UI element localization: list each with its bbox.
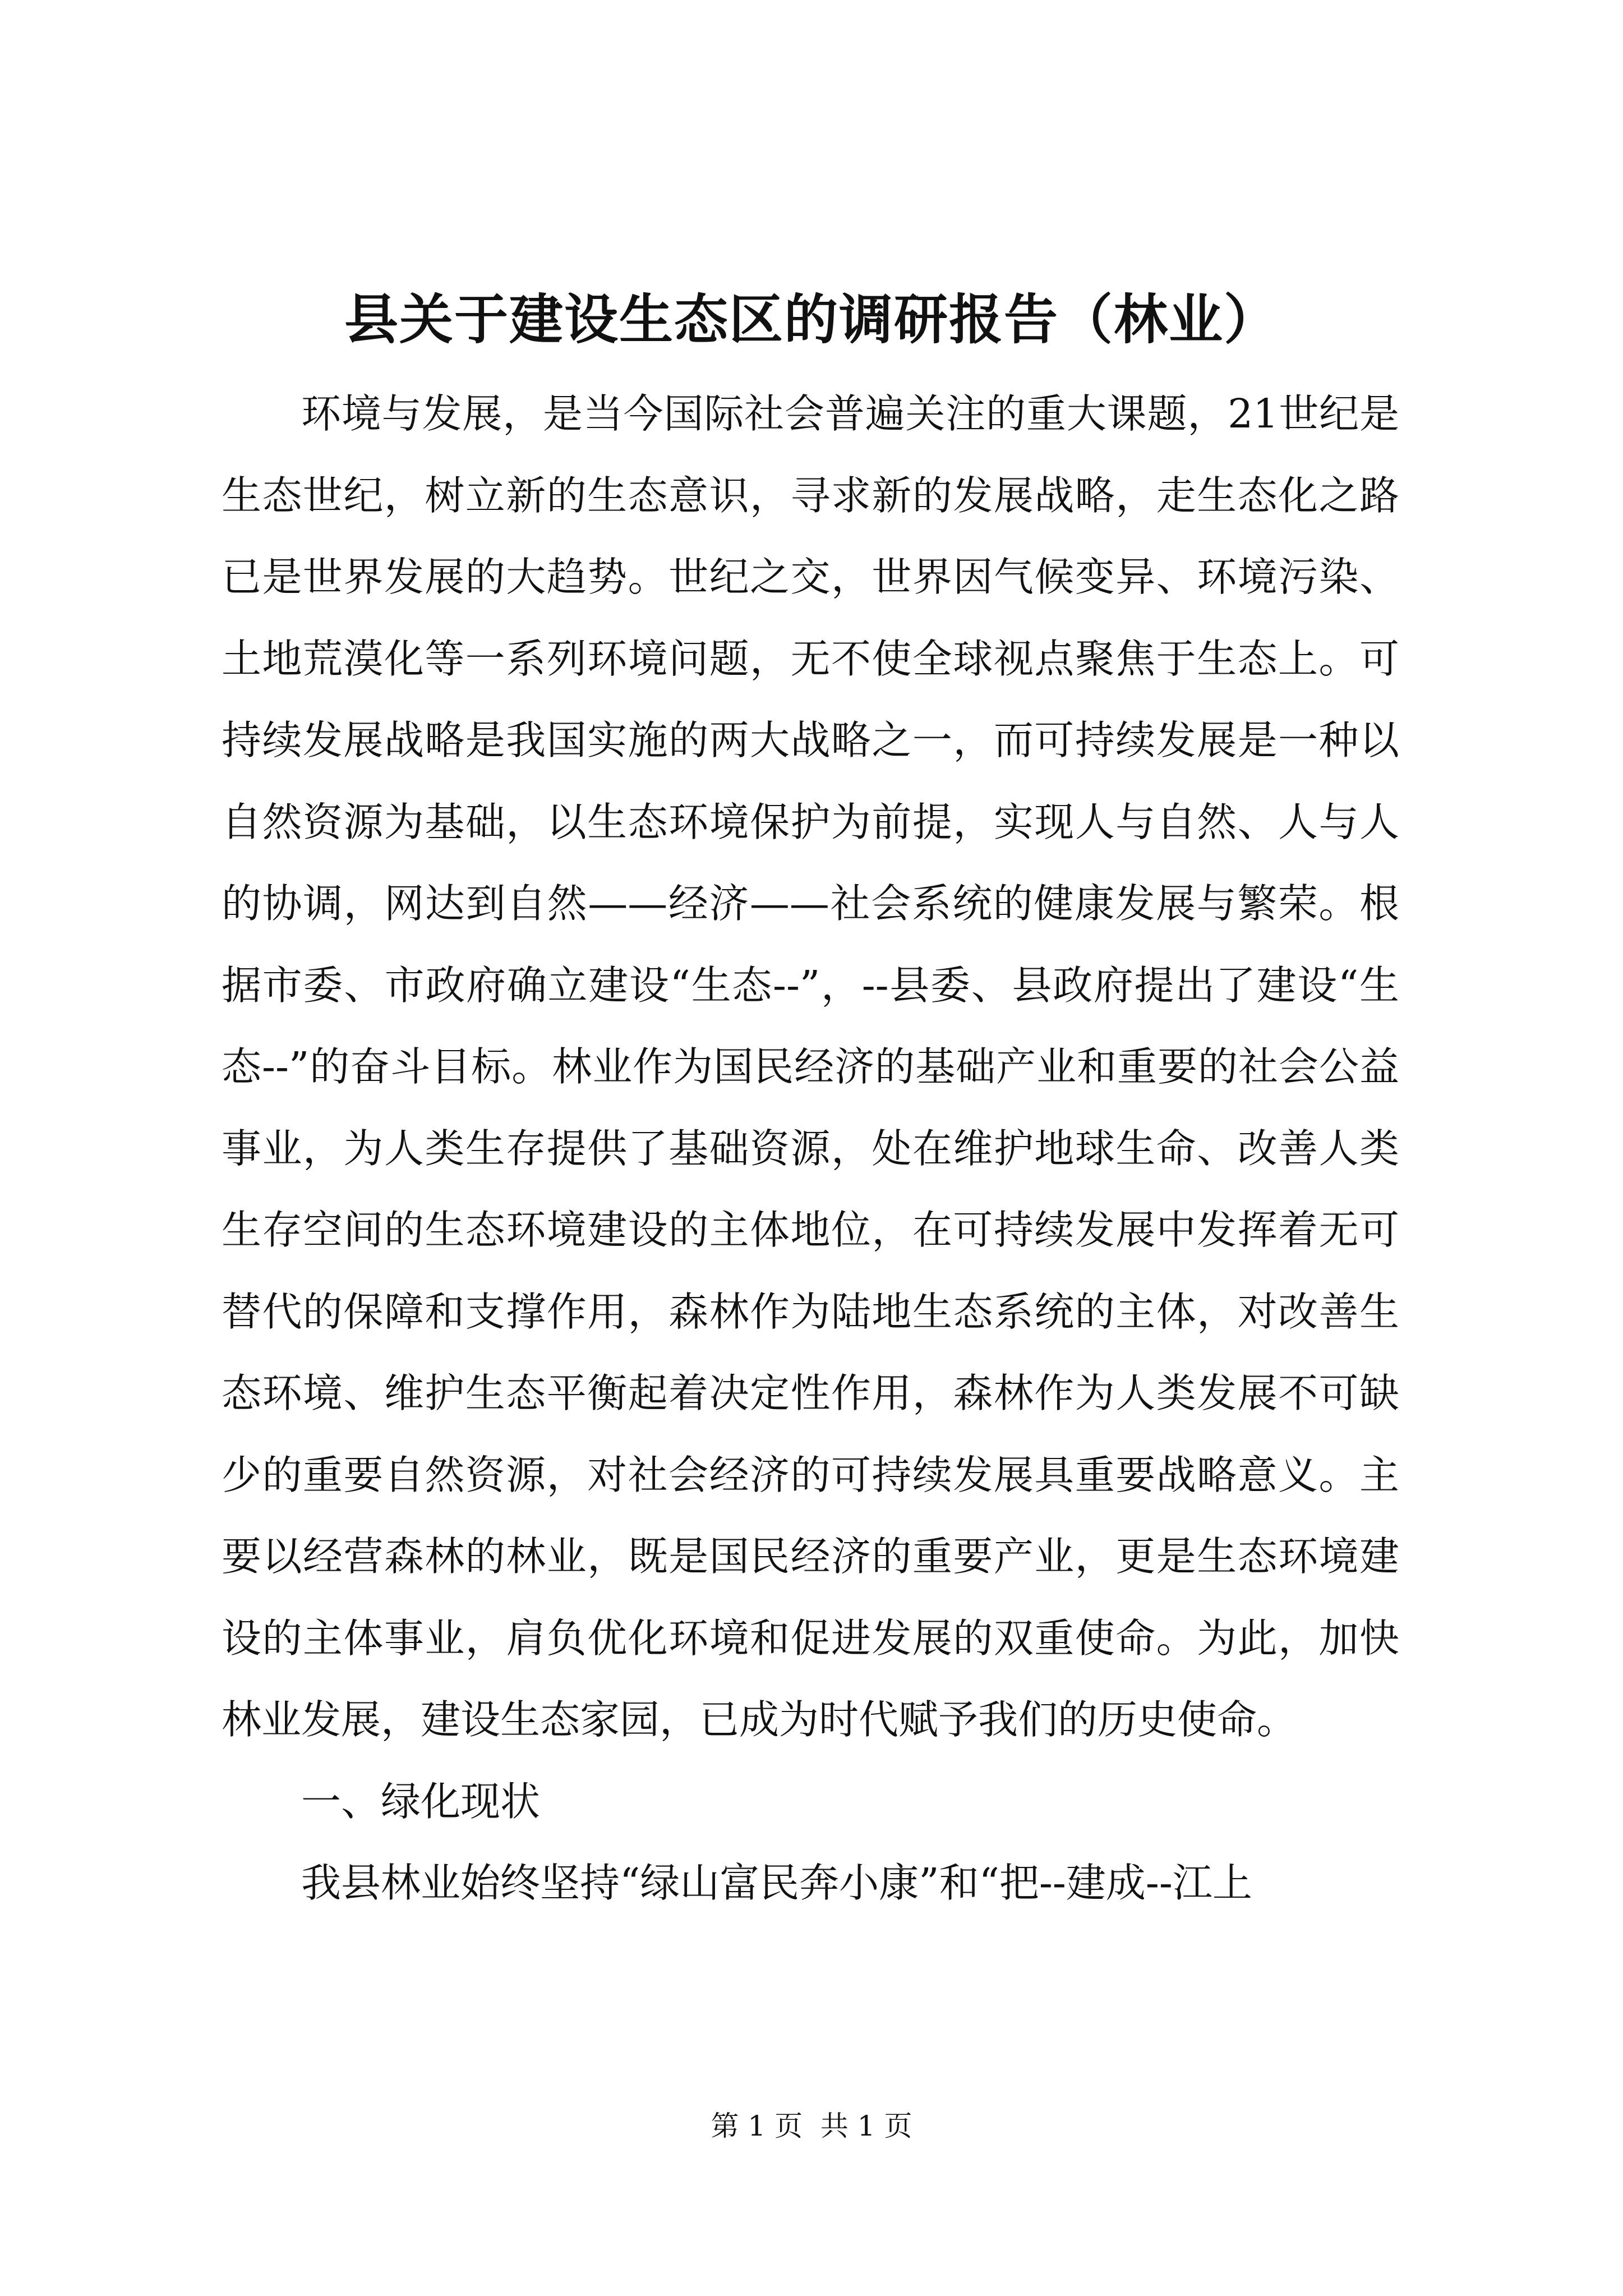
paragraph-intro: 环境与发展，是当今国际社会普遍关注的重大课题，21世纪是生态世纪，树立新的生态意识，寻求新的发展战略，走生态化之路已是世界发展的大趋势。世纪之交，世界因气候变异、环境污染、土地荒漠化等一系列环境问题，无不使全球视点聚焦于生态上。可持续发展战略是我国实施的两大战略之一，而可持续发展是一种以自然资源为基础，以生态环境保护为前提，实现人与自然、人与人的协调，网达到自然——经济——社会系统的健康发展与繁荣。根据市委、市政府确立建设“生态--”，--县委、县政府提出了建设“生态--”的奋斗目标。林业作为国民经济的基础产业和重要的社会公益事业，为人类生存提供了基础资源，处在维护地球生命、改善人类生存空间的生态环境建设的主体地位，在可持续发展中发挥着无可替代的保障和支撑作用，森林作为陆地生态系统的主体，对改善生态环境、维护生态平衡起着决定性作用，森林作为人类发展不可缺少的重要自然资源，对社会经济的可持续发展具重要战略意义。主要以经营森林的林业，既是国民经济的重要产业，更是生态环境建设的主体事业，肩负优化环境和促进发展的双重使命。为此，加快林业发展，建设生态家园，已成为时代赋予我们的历史使命。 [222,390,1399,1743]
document-title: 县关于建设生态区的调研报告（林业） [344,288,1279,351]
page-footer [0,2106,1623,2146]
document-body [222,373,1399,1924]
page-number: 第 1 页 [711,2110,803,2142]
page-total: 共 1 页 [820,2110,912,2142]
section-heading-greening-status: 一、绿化现状 [301,1778,541,1825]
paragraph-county-forestry: 我县林业始终坚持“绿山富民奔小康”和“把--建成--江上 [301,1860,1252,1906]
